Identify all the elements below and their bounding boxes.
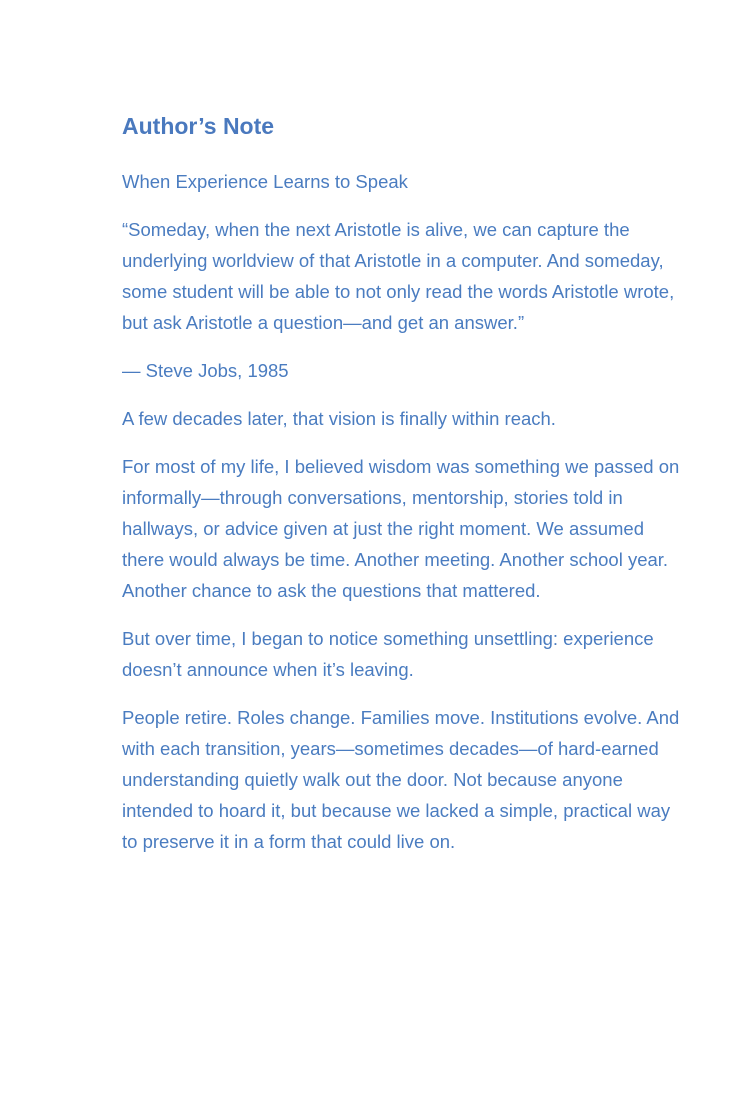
quote-attribution: — Steve Jobs, 1985 — [122, 360, 289, 381]
body-paragraph-1: A few decades later, that vision is finally within reach. — [122, 408, 556, 429]
document-subtitle: When Experience Learns to Speak — [122, 171, 408, 192]
body-paragraph-3: But over time, I began to notice something unsettling: experience doesn’t announce when it’s leaving. — [122, 628, 654, 680]
document-title: Author’s Note — [122, 113, 275, 139]
document-page — [122, 110, 682, 874]
quote-paragraph: “Someday, when the next Aristotle is alive, we can capture the underlying worldview of that Aristotle in a computer. And someday, some student will be able to not only read the words Aristotle wrote, but ask Aristotle a question—and get an answer.” — [122, 219, 675, 333]
body-paragraph-4: People retire. Roles change. Families move. Institutions evolve. And with each transition, years—sometimes decades—of hard-earned understanding quietly walk out the door. Not because anyone intended to hoard it, but because we lacked a simple, practical way to preserve it in a form that could live on. — [122, 707, 680, 852]
body-paragraph-2: For most of my life, I believed wisdom was something we passed on informally—through conversations, mentorship, stories told in hallways, or advice given at just the right moment. We assumed there would always be time. Another meeting. Another school year. Another chance to ask the questions that mattered. — [122, 456, 680, 601]
